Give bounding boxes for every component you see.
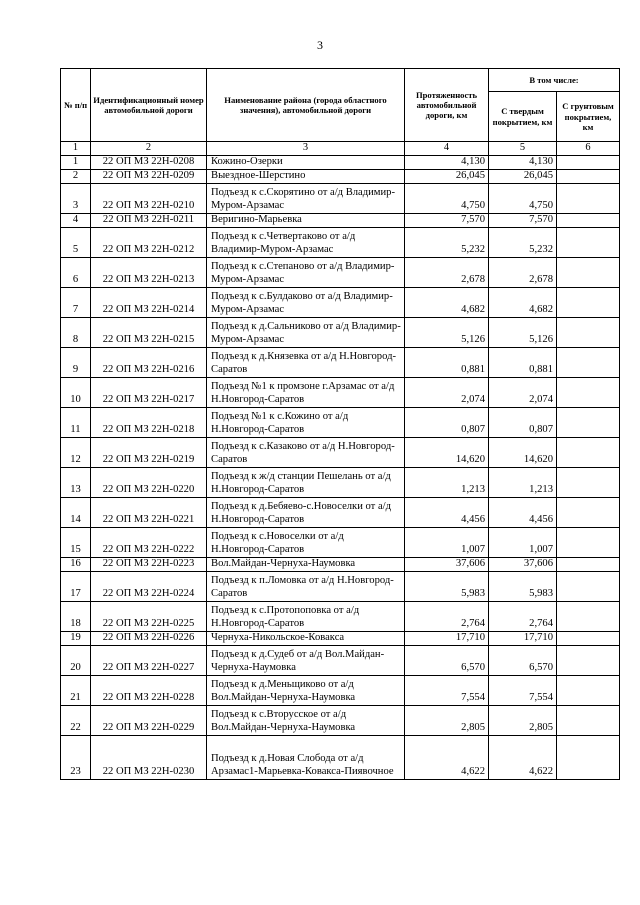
road-hard-length: 4,130 bbox=[489, 156, 557, 170]
road-id: 22 ОП МЗ 22Н-0211 bbox=[91, 214, 207, 228]
road-length: 4,750 bbox=[405, 184, 489, 214]
road-id: 22 ОП МЗ 22Н-0216 bbox=[91, 348, 207, 378]
row-number: 8 bbox=[61, 318, 91, 348]
road-length: 37,606 bbox=[405, 558, 489, 572]
row-number: 22 bbox=[61, 706, 91, 736]
road-id: 22 ОП МЗ 22Н-0222 bbox=[91, 528, 207, 558]
table-body bbox=[61, 156, 620, 780]
road-id: 22 ОП МЗ 22Н-0223 bbox=[91, 558, 207, 572]
road-length: 1,213 bbox=[405, 468, 489, 498]
road-soft-length bbox=[557, 258, 620, 288]
road-name: Подъезд к с.Степаново от а/д Владимир-Муром-Арзамас bbox=[207, 258, 405, 288]
column-number: 3 bbox=[207, 142, 405, 156]
row-number: 9 bbox=[61, 348, 91, 378]
table-row bbox=[61, 288, 620, 318]
road-id: 22 ОП МЗ 22Н-0221 bbox=[91, 498, 207, 528]
road-id: 22 ОП МЗ 22Н-0230 bbox=[91, 736, 207, 780]
road-hard-length: 7,554 bbox=[489, 676, 557, 706]
road-hard-length: 4,750 bbox=[489, 184, 557, 214]
road-length: 2,678 bbox=[405, 258, 489, 288]
road-soft-length bbox=[557, 408, 620, 438]
table-row bbox=[61, 378, 620, 408]
road-soft-length bbox=[557, 572, 620, 602]
road-name: Кожино-Озерки bbox=[207, 156, 405, 170]
road-name: Подъезд к с.Новоселки от а/д Н.Новгород-Саратов bbox=[207, 528, 405, 558]
road-id: 22 ОП МЗ 22Н-0225 bbox=[91, 602, 207, 632]
road-length: 4,130 bbox=[405, 156, 489, 170]
road-soft-length bbox=[557, 170, 620, 184]
road-name: Подъезд к с.Четвертаково от а/д Владимир-Муром-Арзамас bbox=[207, 228, 405, 258]
row-number: 23 bbox=[61, 736, 91, 780]
table-row bbox=[61, 646, 620, 676]
road-id: 22 ОП МЗ 22Н-0229 bbox=[91, 706, 207, 736]
row-number: 5 bbox=[61, 228, 91, 258]
row-number: 7 bbox=[61, 288, 91, 318]
table-row bbox=[61, 706, 620, 736]
column-number: 4 bbox=[405, 142, 489, 156]
road-length: 2,764 bbox=[405, 602, 489, 632]
header-soft: С грунтовым покрытием, км bbox=[557, 92, 620, 142]
road-length: 1,007 bbox=[405, 528, 489, 558]
road-length: 5,126 bbox=[405, 318, 489, 348]
road-hard-length: 2,074 bbox=[489, 378, 557, 408]
road-name: Веригино-Марьевка bbox=[207, 214, 405, 228]
road-name: Вол.Майдан-Чернуха-Наумовка bbox=[207, 558, 405, 572]
road-id: 22 ОП МЗ 22Н-0227 bbox=[91, 646, 207, 676]
row-number: 18 bbox=[61, 602, 91, 632]
table-row bbox=[61, 736, 620, 780]
road-name: Подъезд к д.Меньщиково от а/д Вол.Майдан-Чернуха-Наумовка bbox=[207, 676, 405, 706]
row-number: 15 bbox=[61, 528, 91, 558]
road-id: 22 ОП МЗ 22Н-0213 bbox=[91, 258, 207, 288]
column-number: 2 bbox=[91, 142, 207, 156]
road-hard-length: 0,807 bbox=[489, 408, 557, 438]
row-number: 1 bbox=[61, 156, 91, 170]
road-soft-length bbox=[557, 632, 620, 646]
road-name: Подъезд к с.Протопоповка от а/д Н.Новгород-Саратов bbox=[207, 602, 405, 632]
roads-table bbox=[60, 68, 620, 780]
road-hard-length: 0,881 bbox=[489, 348, 557, 378]
road-hard-length: 5,983 bbox=[489, 572, 557, 602]
table-row bbox=[61, 228, 620, 258]
road-length: 0,807 bbox=[405, 408, 489, 438]
road-hard-length: 6,570 bbox=[489, 646, 557, 676]
road-soft-length bbox=[557, 184, 620, 214]
road-length: 5,983 bbox=[405, 572, 489, 602]
row-number: 10 bbox=[61, 378, 91, 408]
road-hard-length: 4,456 bbox=[489, 498, 557, 528]
table-row bbox=[61, 572, 620, 602]
road-hard-length: 1,007 bbox=[489, 528, 557, 558]
road-soft-length bbox=[557, 602, 620, 632]
road-hard-length: 1,213 bbox=[489, 468, 557, 498]
road-name: Подъезд к д.Судеб от а/д Вол.Майдан-Чернуха-Наумовка bbox=[207, 646, 405, 676]
road-name: Подъезд к с.Казаково от а/д Н.Новгород-Саратов bbox=[207, 438, 405, 468]
road-length: 2,805 bbox=[405, 706, 489, 736]
column-numbers-row bbox=[61, 142, 620, 156]
road-soft-length bbox=[557, 156, 620, 170]
row-number: 19 bbox=[61, 632, 91, 646]
table-row bbox=[61, 468, 620, 498]
road-id: 22 ОП МЗ 22Н-0214 bbox=[91, 288, 207, 318]
table-row bbox=[61, 156, 620, 170]
table-row bbox=[61, 214, 620, 228]
road-soft-length bbox=[557, 214, 620, 228]
table-row bbox=[61, 184, 620, 214]
table-row bbox=[61, 558, 620, 572]
row-number: 12 bbox=[61, 438, 91, 468]
road-length: 4,682 bbox=[405, 288, 489, 318]
road-id: 22 ОП МЗ 22Н-0215 bbox=[91, 318, 207, 348]
road-length: 7,554 bbox=[405, 676, 489, 706]
table-row bbox=[61, 602, 620, 632]
road-name: Подъезд к с.Скорятино от а/д Владимир-Муром-Арзамас bbox=[207, 184, 405, 214]
road-soft-length bbox=[557, 528, 620, 558]
header-hard: С твердым покрытием, км bbox=[489, 92, 557, 142]
table-row bbox=[61, 348, 620, 378]
road-id: 22 ОП МЗ 22Н-0208 bbox=[91, 156, 207, 170]
row-number: 13 bbox=[61, 468, 91, 498]
table-row bbox=[61, 408, 620, 438]
road-id: 22 ОП МЗ 22Н-0209 bbox=[91, 170, 207, 184]
road-name: Подъезд к п.Ломовка от а/д Н.Новгород-Саратов bbox=[207, 572, 405, 602]
road-name: Подъезд к д.Сальниково от а/д Владимир-Муром-Арзамас bbox=[207, 318, 405, 348]
row-number: 14 bbox=[61, 498, 91, 528]
table-row bbox=[61, 258, 620, 288]
row-number: 17 bbox=[61, 572, 91, 602]
road-id: 22 ОП МЗ 22Н-0228 bbox=[91, 676, 207, 706]
road-hard-length: 2,678 bbox=[489, 258, 557, 288]
road-name: Подъезд к с.Булдаково от а/д Владимир-Муром-Арзамас bbox=[207, 288, 405, 318]
row-number: 3 bbox=[61, 184, 91, 214]
road-soft-length bbox=[557, 558, 620, 572]
road-hard-length: 4,622 bbox=[489, 736, 557, 780]
road-hard-length: 2,805 bbox=[489, 706, 557, 736]
road-soft-length bbox=[557, 288, 620, 318]
table-row bbox=[61, 318, 620, 348]
road-hard-length: 26,045 bbox=[489, 170, 557, 184]
row-number: 21 bbox=[61, 676, 91, 706]
column-number: 1 bbox=[61, 142, 91, 156]
road-name: Подъезд №1 к с.Кожино от а/д Н.Новгород-Саратов bbox=[207, 408, 405, 438]
road-name: Подъезд к д.Новая Слобода от а/д Арзамас1-Марьевка-Ковакса-Пиявочное bbox=[207, 736, 405, 780]
row-number: 6 bbox=[61, 258, 91, 288]
road-length: 17,710 bbox=[405, 632, 489, 646]
road-hard-length: 5,126 bbox=[489, 318, 557, 348]
road-id: 22 ОП МЗ 22Н-0218 bbox=[91, 408, 207, 438]
header-name: Наименование района (города областного значения), автомобильной дороги bbox=[207, 69, 405, 142]
road-hard-length: 37,606 bbox=[489, 558, 557, 572]
header-length: Протяженность автомобильной дороги, км bbox=[405, 69, 489, 142]
road-hard-length: 4,682 bbox=[489, 288, 557, 318]
road-length: 0,881 bbox=[405, 348, 489, 378]
row-number: 20 bbox=[61, 646, 91, 676]
road-name: Подъезд к д.Бебяево-с.Новоселки от а/д Н.Новгород-Саратов bbox=[207, 498, 405, 528]
road-length: 4,456 bbox=[405, 498, 489, 528]
header-num: № п/п bbox=[61, 69, 91, 142]
road-id: 22 ОП МЗ 22Н-0212 bbox=[91, 228, 207, 258]
road-length: 2,074 bbox=[405, 378, 489, 408]
road-soft-length bbox=[557, 228, 620, 258]
road-hard-length: 14,620 bbox=[489, 438, 557, 468]
road-length: 6,570 bbox=[405, 646, 489, 676]
road-soft-length bbox=[557, 736, 620, 780]
header-id: Идентификационный номер автомобильной дороги bbox=[91, 69, 207, 142]
column-number: 5 bbox=[489, 142, 557, 156]
road-soft-length bbox=[557, 348, 620, 378]
road-length: 26,045 bbox=[405, 170, 489, 184]
column-number: 6 bbox=[557, 142, 620, 156]
row-number: 2 bbox=[61, 170, 91, 184]
row-number: 4 bbox=[61, 214, 91, 228]
table-row bbox=[61, 498, 620, 528]
row-number: 11 bbox=[61, 408, 91, 438]
row-number: 16 bbox=[61, 558, 91, 572]
road-soft-length bbox=[557, 318, 620, 348]
road-soft-length bbox=[557, 706, 620, 736]
road-soft-length bbox=[557, 438, 620, 468]
road-name: Подъезд к д.Князевка от а/д Н.Новгород-Саратов bbox=[207, 348, 405, 378]
road-soft-length bbox=[557, 676, 620, 706]
table-row bbox=[61, 170, 620, 184]
road-length: 14,620 bbox=[405, 438, 489, 468]
road-soft-length bbox=[557, 468, 620, 498]
page-number: 3 bbox=[317, 38, 323, 52]
road-name: Подъезд к ж/д станции Пешелань от а/д Н.Новгород-Саратов bbox=[207, 468, 405, 498]
road-hard-length: 7,570 bbox=[489, 214, 557, 228]
road-soft-length bbox=[557, 378, 620, 408]
road-id: 22 ОП МЗ 22Н-0224 bbox=[91, 572, 207, 602]
road-id: 22 ОП МЗ 22Н-0210 bbox=[91, 184, 207, 214]
road-id: 22 ОП МЗ 22Н-0220 bbox=[91, 468, 207, 498]
road-id: 22 ОП МЗ 22Н-0219 bbox=[91, 438, 207, 468]
road-id: 22 ОП МЗ 22Н-0226 bbox=[91, 632, 207, 646]
road-id: 22 ОП МЗ 22Н-0217 bbox=[91, 378, 207, 408]
road-name: Выездное-Шерстино bbox=[207, 170, 405, 184]
road-length: 4,622 bbox=[405, 736, 489, 780]
header-in-total: В том числе: bbox=[489, 69, 620, 92]
road-soft-length bbox=[557, 498, 620, 528]
road-length: 7,570 bbox=[405, 214, 489, 228]
road-length: 5,232 bbox=[405, 228, 489, 258]
road-soft-length bbox=[557, 646, 620, 676]
table-row bbox=[61, 632, 620, 646]
road-hard-length: 2,764 bbox=[489, 602, 557, 632]
road-name: Подъезд к с.Вторусское от а/д Вол.Майдан-Чернуха-Наумовка bbox=[207, 706, 405, 736]
table-row bbox=[61, 676, 620, 706]
table-row bbox=[61, 438, 620, 468]
road-name: Чернуха-Никольское-Коваксa bbox=[207, 632, 405, 646]
table-row bbox=[61, 528, 620, 558]
road-hard-length: 17,710 bbox=[489, 632, 557, 646]
road-hard-length: 5,232 bbox=[489, 228, 557, 258]
road-name: Подъезд №1 к промзоне г.Арзамас от а/д Н.Новгород-Саратов bbox=[207, 378, 405, 408]
